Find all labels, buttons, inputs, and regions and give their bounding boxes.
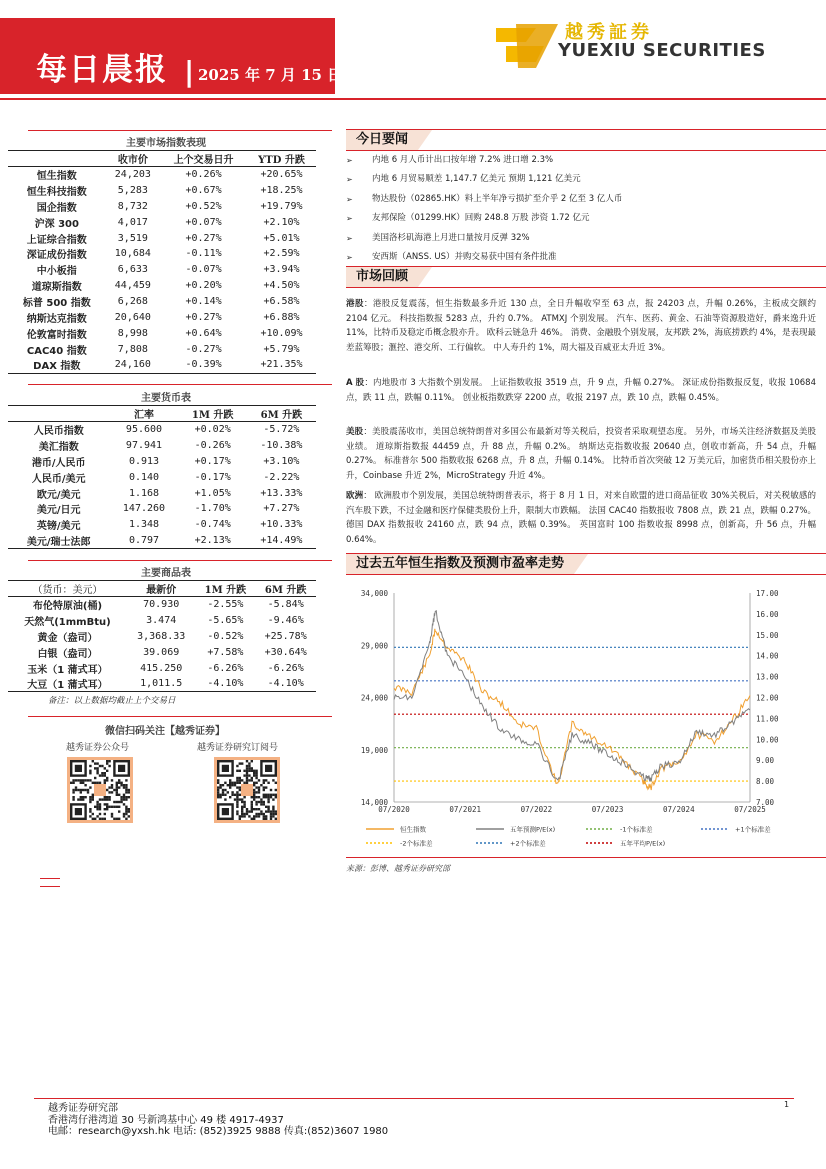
- cell-value: +2.13%: [179, 533, 247, 549]
- table-row: [8, 246, 316, 262]
- cell-value: -0.39%: [160, 357, 247, 373]
- news-item[interactable]: [346, 190, 816, 209]
- title-separator: |: [184, 55, 195, 88]
- table-header-row: [8, 406, 316, 422]
- y-right-tick-label: 17.00: [756, 589, 779, 598]
- row-label: CAC40 指数: [26, 345, 87, 357]
- row-label: 美元/瑞士法郎: [8, 533, 109, 549]
- cell-value: 10,684: [114, 248, 151, 260]
- cell-value: +0.27%: [185, 232, 222, 244]
- row-label: 黄金（盎司）: [37, 632, 98, 644]
- footer-address: 香港湾仔港湾道 30 号新鸿基中心 49 楼 4917-4937: [48, 1114, 284, 1126]
- row-label: 道琼斯指数: [31, 282, 82, 294]
- row-label: 布伦特原油(桶): [32, 601, 103, 613]
- column-header: 6M 升跌: [247, 406, 316, 422]
- review-us-label: 美股: [346, 427, 364, 437]
- cell-value: 39.069: [143, 646, 180, 658]
- table-row: [8, 357, 316, 373]
- column-header: 最新价: [127, 581, 196, 597]
- y-right-tick-label: 10.00: [756, 735, 779, 745]
- y-left-tick-label: 29,000: [360, 641, 388, 651]
- table-row: [8, 214, 316, 230]
- table-row: [8, 310, 316, 326]
- cell-value: +0.02%: [194, 424, 231, 436]
- footer-divider: [34, 1098, 794, 1099]
- qr-code-subscription-icon[interactable]: [214, 757, 280, 823]
- table-row: [8, 517, 316, 533]
- today-news-list: [346, 151, 816, 267]
- table-note: 备注：以上数据均截止上个交易日: [48, 696, 176, 706]
- review-a-text: ：内地股市 3 大指数个别发展。 上证指数收报 3519 点，升 9 点，升幅 0.27%。 深证成份指数报反复，收报 10684 点，跌 11 点，跌幅 0.11%。 创业板指数跌穿 2200 点，收报 2197 点，跌 10 点，跌幅 0.45%。: [346, 378, 816, 403]
- cell-value: 4,017: [117, 216, 148, 228]
- table-row: [8, 167, 316, 183]
- y-right-tick-label: 7.00: [756, 798, 775, 807]
- y-right-tick-label: 9.00: [756, 756, 775, 766]
- y-right-tick-label: 13.00: [756, 672, 779, 682]
- cell-value: +0.07%: [185, 216, 222, 228]
- column-header: YTD 升跌: [247, 151, 316, 167]
- table-header-row: [8, 151, 316, 167]
- table-row: [8, 325, 316, 341]
- logo-english-text: YUEXIU SECURITIES: [558, 40, 766, 61]
- column-header: 上个交易日升: [160, 151, 247, 167]
- legend-label: -1个标准差: [620, 825, 653, 834]
- cell-value: 6,268: [117, 296, 148, 308]
- x-tick-label: 07/2021: [449, 805, 482, 814]
- review-hk: [346, 297, 816, 355]
- cell-value: -6.26%: [207, 662, 244, 674]
- divider: [28, 716, 332, 717]
- row-label: 中小板指: [36, 266, 77, 278]
- row-label: 大豆（1 蒲式耳）: [8, 676, 127, 692]
- y-right-tick-label: 11.00: [756, 714, 779, 724]
- cell-value: 0.797: [109, 533, 178, 549]
- table-row: [8, 628, 316, 644]
- cell-value: -0.74%: [194, 519, 231, 531]
- y-left-tick-label: 14,000: [360, 798, 388, 807]
- table-row: [8, 437, 316, 453]
- review-us: [346, 425, 816, 483]
- row-label: 美汇指数: [38, 441, 79, 453]
- x-tick-label: 07/2022: [520, 805, 553, 814]
- legend-label: 五年平均P/E(x): [620, 839, 666, 848]
- cell-value: -5.72%: [263, 424, 300, 436]
- column-header: [8, 151, 106, 167]
- table-row: [8, 230, 316, 246]
- cell-value: 0.140: [128, 471, 160, 483]
- column-header: （货币：美元）: [8, 581, 127, 597]
- cell-value: -0.52%: [207, 630, 244, 642]
- cell-value: +0.26%: [185, 169, 222, 181]
- table-row: [8, 612, 316, 628]
- cell-value: -0.26%: [194, 439, 231, 451]
- table-row: [8, 644, 316, 660]
- legend-label: +2个标准差: [510, 839, 546, 848]
- x-tick-label: 07/2025: [734, 805, 766, 814]
- y-right-tick-label: 15.00: [756, 630, 779, 640]
- qr-code-official-icon[interactable]: [67, 757, 133, 823]
- news-text: 友邦保险（01299.HK）回购 248.8 万股 涉资 1.72 亿元: [372, 213, 590, 224]
- table-row: [8, 453, 316, 469]
- divider: [28, 130, 332, 131]
- cell-value: -2.22%: [263, 471, 300, 483]
- x-tick-label: 07/2023: [591, 805, 624, 814]
- row-label: 天然气(1mmBtu): [24, 616, 111, 628]
- cell-value: 0.913: [128, 455, 160, 467]
- chart-source: 来源：彭博、越秀证券研究部: [346, 864, 450, 873]
- logo-chinese-text: 越秀証券: [565, 22, 653, 43]
- column-header: [8, 406, 109, 422]
- cell-value: -10.38%: [260, 439, 303, 451]
- divider: [346, 857, 826, 858]
- cell-value: +7.27%: [263, 503, 300, 515]
- cell-value: -4.10%: [255, 676, 316, 692]
- row-label: 恒生科技指数: [26, 186, 87, 198]
- column-header: 收市价: [106, 151, 161, 167]
- row-label: 港币/人民币: [31, 457, 86, 469]
- footer-dept: 越秀证券研究部: [48, 1103, 118, 1114]
- table-row: [8, 182, 316, 198]
- cell-value: 44,459: [114, 280, 151, 292]
- cell-value: 1.168: [128, 487, 160, 499]
- cell-value: -9.46%: [267, 614, 304, 626]
- cell-value: -0.11%: [185, 248, 222, 260]
- table-row: [8, 341, 316, 357]
- news-text: 安西斯（ANSS. US）并购交易获中国有条件批准: [372, 251, 557, 262]
- cell-value: -2.55%: [207, 599, 244, 611]
- review-hk-text: ：港股反复震荡，恒生指数最多升近 130 点，全日升幅收窄至 63 点，报 24203 点，升幅 0.26%，主板成交额约 2104 亿元。 科技指数报 5283 点，升约 0.7%。 ATMXJ 个别发展。 汽车、医药、黄金、石油等资源股造好，爵来逸升近 11%，比特币及稳定币概念股亦升。 欧科云链急升 46%。 消费、金融股个别发展，友邦跌 2%，海底捞跌约 4%，是表现最差蓝筹股；滙控、港交所、工行偏软。 中人寿升约 1%，周大福及百威亚太升近 3%。: [346, 299, 816, 353]
- x-tick-label: 07/2020: [378, 805, 410, 814]
- table-row: [8, 597, 316, 613]
- commodities-table: [8, 580, 316, 692]
- table-row: [8, 198, 316, 214]
- market-indices-table: [8, 150, 316, 374]
- row-label: 上证综合指数: [26, 234, 87, 246]
- cell-value: 8,998: [117, 327, 148, 339]
- footer: [48, 1103, 388, 1138]
- table-row: [8, 501, 316, 517]
- cell-value: +19.79%: [260, 200, 303, 212]
- bullet-icon: ➢: [346, 214, 353, 224]
- report-date: 2025 年 7 月 15 日: [198, 66, 343, 84]
- cell-value: +13.33%: [260, 487, 303, 499]
- decorative-lines: [40, 878, 60, 894]
- y-right-tick-label: 8.00: [756, 777, 775, 787]
- review-europe: [346, 489, 816, 547]
- market-review-header: [346, 266, 826, 288]
- news-text: 物达股份（02865.HK）料上半年净亏损扩至介乎 2 亿至 3 亿人币: [372, 193, 623, 204]
- y-right-tick-label: 14.00: [756, 651, 779, 661]
- y-right-tick-label: 16.00: [756, 609, 779, 619]
- row-label: 人民币指数: [33, 426, 84, 438]
- cell-value: 95.600: [125, 424, 163, 436]
- market-indices-title: 主要市场指数表现: [126, 138, 206, 149]
- cell-value: -0.17%: [194, 471, 231, 483]
- x-tick-label: 07/2024: [662, 805, 695, 814]
- cell-value: -4.10%: [195, 676, 255, 692]
- cell-value: +7.58%: [207, 646, 244, 658]
- page-number: 1: [784, 1100, 790, 1109]
- table-row: [8, 485, 316, 501]
- cell-value: 24,160: [106, 357, 161, 373]
- table-row: [8, 262, 316, 278]
- row-label: 伦敦富时指数: [26, 329, 87, 341]
- review-eu-label: 欧洲: [346, 491, 364, 501]
- cell-value: 24,203: [114, 169, 151, 181]
- cell-value: 1,011.5: [127, 676, 196, 692]
- table-row: [8, 660, 316, 676]
- cell-value: +30.64%: [264, 646, 307, 658]
- row-label: 沪深 300: [34, 218, 79, 230]
- column-header: 1M 升跌: [195, 581, 255, 597]
- y-left-tick-label: 19,000: [360, 745, 388, 755]
- table-row: [8, 422, 316, 438]
- legend-label: 恒生指数: [400, 825, 426, 834]
- review-eu-text: ： 欧洲股市个别发展，美国总统特朗普表示，将于 8 月 1 日，对来自欧盟的进口商品征收 30%关税后，对关税敏感的汽车股下跌，不过金融和医疗保健类股份上升，限制大市跌幅。 法国 CAC40 指数报收 7808 点，跌 21 点，跌幅 0.27%。 德国 DAX 指数报收 24160 点，跌 94 点，跌幅 0.39%。 英国富时 100 指数收报 8998 点，创新高，升 56 点，升幅 0.64%。: [346, 491, 816, 545]
- row-label: 英镑/美元: [36, 521, 81, 533]
- divider: [28, 560, 332, 561]
- cell-value: 70.930: [143, 599, 180, 611]
- row-label: 纳斯达克指数: [26, 313, 87, 325]
- cell-value: 3,519: [117, 232, 148, 244]
- cell-value: +0.64%: [185, 327, 222, 339]
- news-item[interactable]: [346, 209, 816, 228]
- today-news-title: 今日要闻: [346, 130, 418, 150]
- cell-value: 5,283: [117, 184, 148, 196]
- market-review-title: 市场回顾: [346, 267, 418, 287]
- cell-value: +2.59%: [263, 248, 300, 260]
- table-row: [8, 676, 316, 692]
- news-item[interactable]: [346, 229, 816, 248]
- cell-value: 147.260: [122, 503, 166, 515]
- cell-value: +0.27%: [185, 311, 222, 323]
- column-header: 汇率: [109, 406, 178, 422]
- table-row: [8, 533, 316, 549]
- cell-value: +10.33%: [260, 519, 303, 531]
- cell-value: +2.10%: [263, 216, 300, 228]
- cell-value: -0.27%: [185, 343, 222, 355]
- cell-value: 415.250: [140, 662, 183, 674]
- y-right-tick-label: 12.00: [756, 693, 779, 703]
- cell-value: +3.10%: [263, 455, 300, 467]
- cell-value: 8,732: [117, 200, 148, 212]
- review-a-share: [346, 376, 816, 405]
- row-label: 人民币/美元: [31, 473, 86, 485]
- chart-header: [346, 553, 826, 575]
- legend-label: 五年预测P/E(x): [510, 825, 556, 834]
- cell-value: 3.474: [146, 614, 177, 626]
- news-text: 内地 6 月贸易顺差 1,147.7 亿美元 预期 1,121 亿美元: [372, 174, 581, 185]
- qr-label-official: 越秀证券公众号: [66, 743, 130, 753]
- cell-value: -1.70%: [194, 503, 231, 515]
- cell-value: 1.348: [128, 519, 160, 531]
- news-item[interactable]: [346, 151, 816, 170]
- column-header: 1M 升跌: [179, 406, 247, 422]
- row-label: 国企指数: [36, 202, 77, 214]
- cell-value: +21.35%: [247, 357, 316, 373]
- cell-value: +10.09%: [260, 327, 303, 339]
- bullet-icon: ➢: [346, 233, 353, 243]
- cell-value: +6.58%: [263, 296, 300, 308]
- news-text: 内地 6 月人币计出口按年增 7.2% 进口增 2.3%: [372, 155, 554, 165]
- cell-value: +14.49%: [247, 533, 316, 549]
- cell-value: -0.07%: [185, 264, 222, 276]
- series-line: [394, 611, 750, 782]
- row-label: 美元/日元: [36, 505, 81, 517]
- cell-value: -5.65%: [207, 614, 244, 626]
- cell-value: +4.50%: [263, 280, 300, 292]
- cell-value: 97.941: [125, 439, 163, 451]
- currencies-title: 主要货币表: [141, 393, 191, 404]
- cell-value: -6.26%: [267, 662, 304, 674]
- legend-label: +1个标准差: [735, 825, 771, 834]
- cell-value: +0.14%: [185, 296, 222, 308]
- commodities-title: 主要商品表: [141, 568, 191, 579]
- row-label: DAX 指数: [8, 357, 106, 373]
- review-hk-label: 港股: [346, 299, 364, 309]
- cell-value: -5.84%: [267, 599, 304, 611]
- currencies-table: [8, 405, 316, 549]
- cell-value: +18.25%: [260, 184, 303, 196]
- cell-value: +20.65%: [260, 169, 303, 181]
- cell-value: +5.01%: [263, 232, 300, 244]
- y-left-tick-label: 24,000: [360, 693, 388, 703]
- bullet-icon: ➢: [346, 252, 353, 262]
- cell-value: +1.05%: [194, 487, 231, 499]
- table-row: [8, 278, 316, 294]
- qr-label-subscription: 越秀证券研究订阅号: [197, 743, 279, 753]
- today-news-header: [346, 129, 826, 151]
- review-a-label: A 股: [346, 378, 365, 388]
- bullet-icon: ➢: [346, 175, 353, 185]
- bullet-icon: ➢: [346, 156, 353, 165]
- row-label: 标普 500 指数: [22, 298, 91, 310]
- header-divider: [0, 98, 826, 100]
- row-label: 玉米（1 蒲式耳）: [27, 664, 108, 676]
- row-label: 白银（盎司）: [37, 648, 98, 660]
- cell-value: 3,368.33: [137, 630, 186, 642]
- table-row: [8, 294, 316, 310]
- row-label: 欧元/美元: [36, 489, 81, 501]
- cell-value: +25.78%: [264, 630, 307, 642]
- news-text: 美国洛杉矶海港上月进口量按月反弹 32%: [372, 232, 530, 243]
- cell-value: +0.17%: [194, 455, 231, 467]
- y-left-tick-label: 34,000: [360, 589, 388, 598]
- cell-value: +0.67%: [185, 184, 222, 196]
- hsi-pe-chart: [346, 583, 826, 855]
- news-item[interactable]: [346, 170, 816, 189]
- cell-value: +3.94%: [263, 264, 300, 276]
- news-item[interactable]: [346, 248, 816, 267]
- cell-value: 7,808: [117, 343, 148, 355]
- cell-value: +0.52%: [185, 200, 222, 212]
- row-label: 恒生指数: [36, 171, 77, 183]
- column-header: 6M 升跌: [255, 581, 316, 597]
- cell-value: +0.20%: [185, 280, 222, 292]
- wechat-follow-title: 微信扫码关注【越秀证券】: [105, 726, 225, 737]
- footer-contact: 电邮：research@yxsh.hk 电话: (852)3925 9888 传真:(852)3607 1980: [48, 1126, 389, 1137]
- row-label: 深证成份指数: [26, 250, 87, 262]
- table-row: [8, 469, 316, 485]
- table-header-row: [8, 581, 316, 597]
- cell-value: 20,640: [114, 311, 151, 323]
- divider: [28, 384, 332, 385]
- cell-value: 6,633: [117, 264, 148, 276]
- review-us-text: ：美股震荡收市，美国总统特朗普对多国公布最新对等关税后，投资者采取观望态度。 另外，市场关注经济数据及美股业绩。 道琼斯指数报 44459 点，升 88 点，升幅 0.2%。 纳斯达克指数收报 20640 点，创收市新高，升 54 点，升幅 0.27%。 标准普尔 500 指数收报 6268 点，升 8 点，升幅 0.14%。 比特币首次突破 12 万美元后，加密货币相关股份亦上升，Coinbase 升近 2%，MicroStrategy 升近 4%。: [346, 427, 816, 481]
- cell-value: +5.79%: [263, 343, 300, 355]
- legend-label: -2个标准差: [400, 839, 433, 848]
- cell-value: +6.88%: [263, 311, 300, 323]
- report-title: 每日晨报: [36, 52, 168, 88]
- bullet-icon: ➢: [346, 194, 353, 204]
- chart-title: 过去五年恒生指数及预测市盈率走势: [346, 554, 574, 574]
